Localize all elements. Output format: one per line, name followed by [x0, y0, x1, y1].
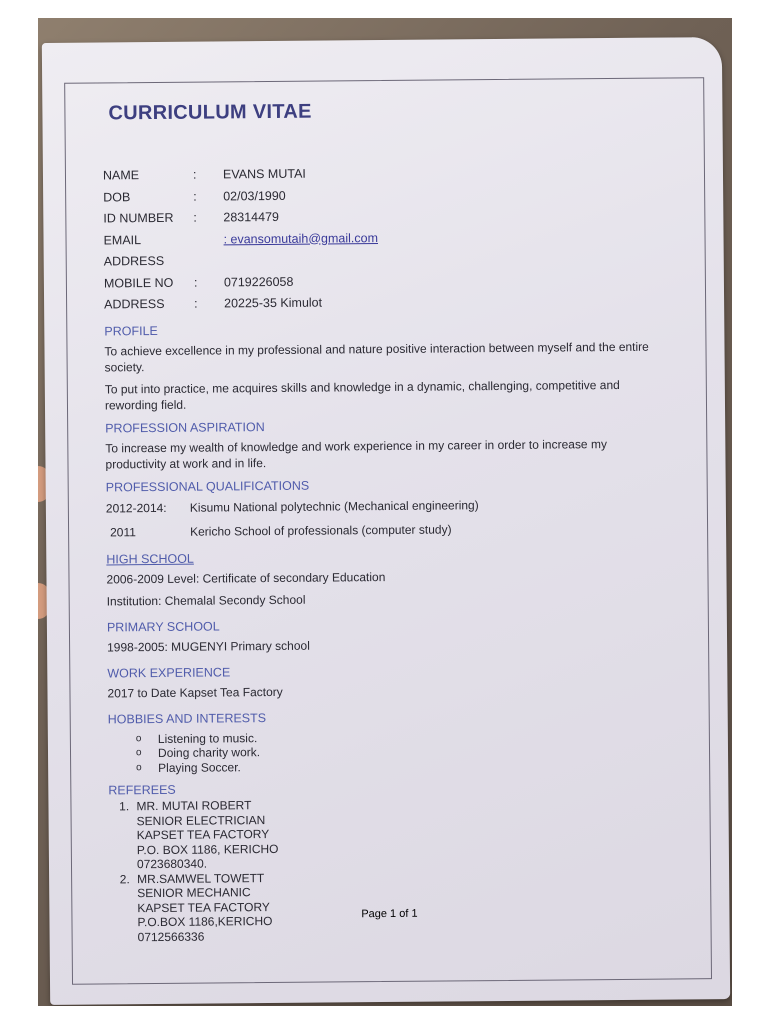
high-school-heading: HIGH SCHOOL: [106, 551, 194, 566]
referee-title: SENIOR ELECTRICIAN: [136, 812, 266, 828]
list-item: o Listening to music.: [158, 727, 668, 746]
email-link[interactable]: : evansomutaih@gmail.com: [223, 230, 379, 246]
detail-label: MOBILE NO: [103, 275, 174, 290]
referee-org: KAPSET TEA FACTORY: [137, 899, 270, 915]
detail-colon: :: [193, 189, 197, 204]
cv-page: [42, 37, 730, 1005]
detail-value: 02/03/1990: [223, 188, 286, 203]
detail-label: EMAIL ADDRESS: [103, 232, 165, 269]
qualification-row: [106, 515, 666, 544]
high-school-level: 2006-2009 Level: Certificate of secondary Education: [106, 569, 386, 586]
referee-phone: 0712566336: [137, 929, 205, 944]
high-school-institution: Institution: Chemalal Secondy School: [106, 592, 306, 608]
detail-value: 20225-35 Kimulot: [224, 295, 323, 311]
qualification-detail: Kericho School of professionals (computer study): [190, 521, 452, 539]
detail-colon: :: [193, 275, 198, 290]
hobbies-heading: HOBBIES AND INTERESTS: [107, 710, 267, 726]
detail-label: ADDRESS: [104, 296, 165, 312]
profile-paragraph: To achieve excellence in my professional and nature positive interaction between myself and the entire society.: [104, 339, 649, 374]
detail-label: ID NUMBER: [103, 210, 174, 226]
detail-label: DOB: [103, 189, 131, 204]
detail-colon: :: [193, 210, 197, 225]
work-experience-line: 2017 to Date Kapset Tea Factory: [107, 684, 283, 700]
detail-value: 0719226058: [223, 274, 294, 289]
referee-name: 2. MR.SAMWEL TOWETT: [137, 870, 265, 886]
detail-row-email: [103, 225, 663, 273]
profile-paragraph: To put into practice, me acquires skills and knowledge in a dynamic, challenging, competitive and rewording field.: [104, 377, 620, 412]
referee-org: KAPSET TEA FACTORY: [136, 827, 270, 843]
aspiration-paragraph: To increase my wealth of knowledge and work experience in my career in order to increase my productivity at work and in life.: [105, 436, 607, 471]
list-item: o Doing charity work.: [158, 742, 668, 761]
cv-content: [102, 98, 669, 945]
list-item: o Playing Soccer.: [158, 756, 668, 775]
qualification-year: 2012-2014:: [105, 500, 167, 515]
detail-value: 28314479: [223, 209, 280, 225]
referees-list: [108, 795, 669, 945]
document-photo: [38, 18, 732, 1006]
detail-row-address: [104, 290, 664, 316]
qualification-detail: Kisumu National polytechnic (Mechanical engineering): [189, 497, 479, 515]
primary-school-heading: PRIMARY SCHOOL: [106, 618, 220, 634]
hobbies-list: [108, 727, 668, 775]
profile-heading: PROFILE: [104, 323, 158, 338]
detail-colon: :: [194, 296, 198, 311]
referee-phone: 0723680340.: [136, 856, 208, 872]
primary-school-line: 1998-2005: MUGENYI Primary school: [107, 638, 310, 654]
referee-address: P.O.BOX 1186,KERICHO: [137, 914, 273, 930]
referee-item: [132, 795, 669, 872]
detail-label: NAME: [102, 168, 140, 183]
detail-colon: :: [192, 167, 197, 182]
aspiration-heading: PROFESSION ASPIRATION: [105, 419, 265, 435]
cv-title: CURRICULUM VITAE: [108, 100, 312, 125]
referee-name: 1. MR. MUTAI ROBERT: [136, 798, 252, 814]
referee-address: P.O. BOX 1186, KERICHO: [136, 841, 279, 857]
detail-colon: [193, 229, 223, 272]
qualifications-heading: PROFESSIONAL QUALIFICATIONS: [105, 478, 310, 494]
page-footer: Page 1 of 1: [361, 907, 418, 921]
personal-details: [103, 161, 664, 316]
qualification-year: 2011: [110, 524, 136, 539]
work-experience-heading: WORK EXPERIENCE: [107, 664, 231, 680]
referees-heading: REFEREES: [108, 782, 176, 798]
referee-title: SENIOR MECHANIC: [137, 885, 251, 901]
detail-value: EVANS MUTAI: [222, 166, 306, 182]
